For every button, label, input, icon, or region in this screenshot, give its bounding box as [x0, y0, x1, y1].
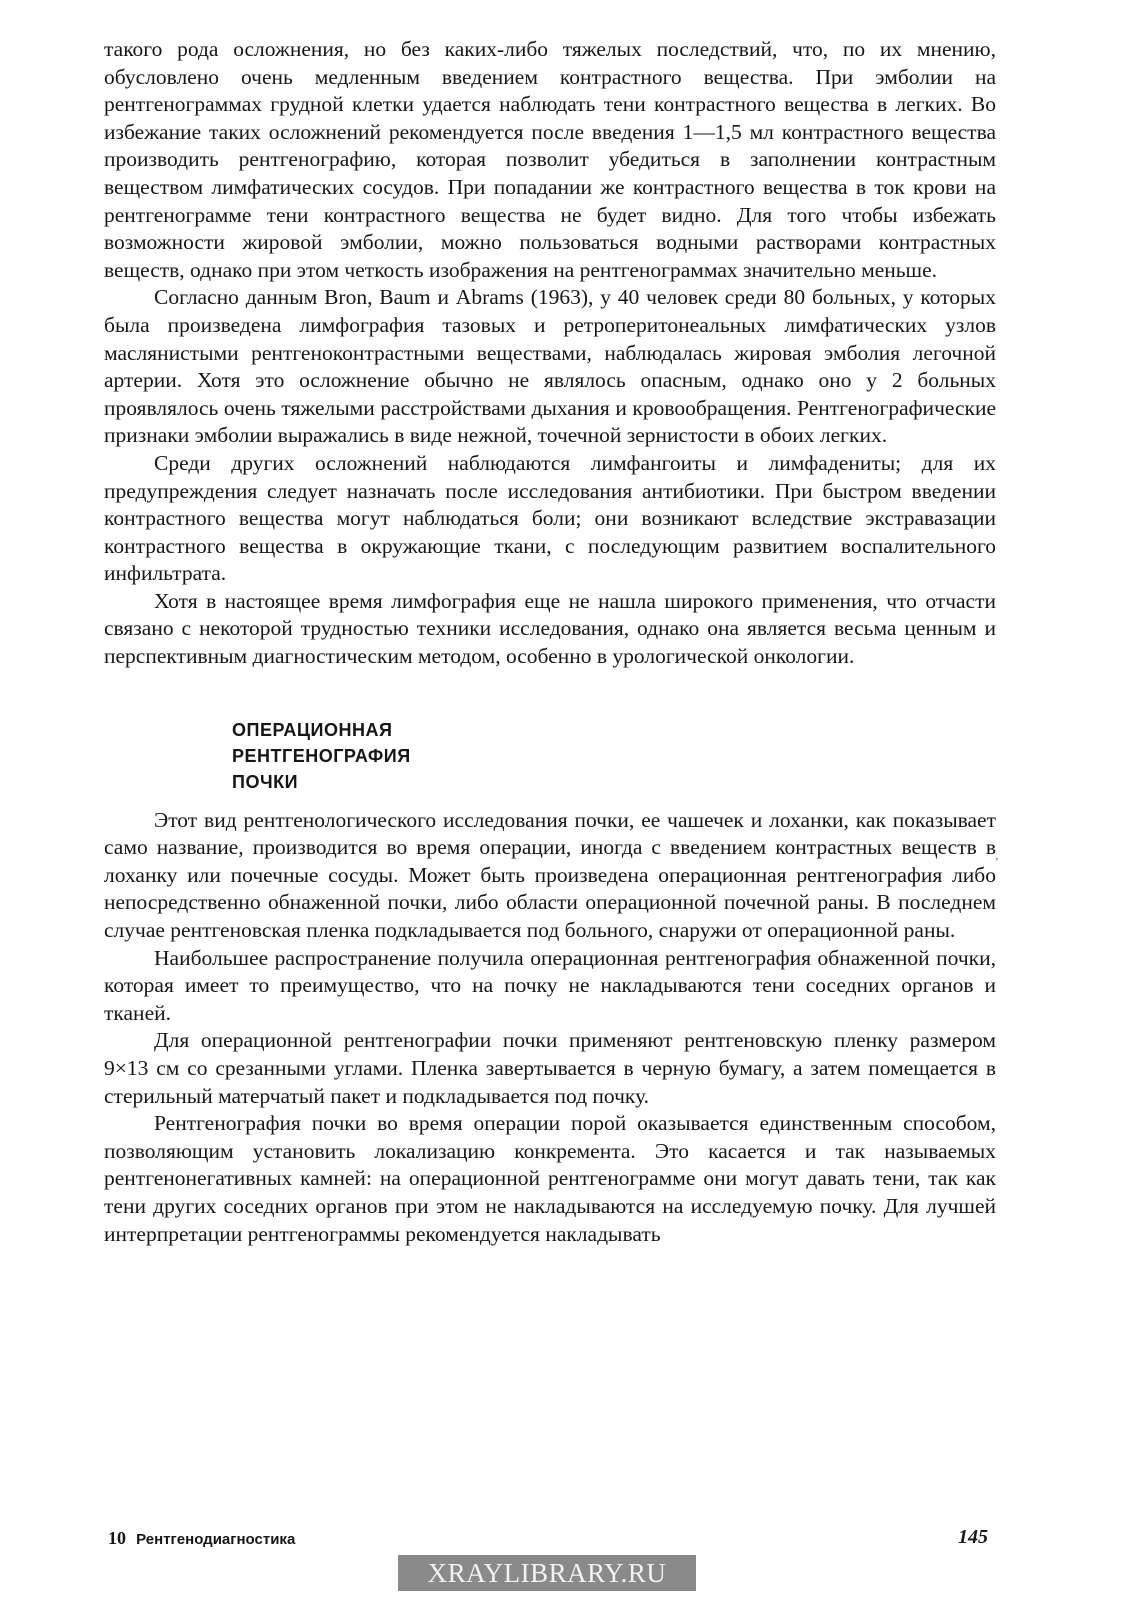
section-heading [232, 717, 996, 795]
footer-signature [108, 1528, 295, 1549]
paragraph-continuation: такого рода осложнения, но без каких-либо тяжелых последствий, что, по их мнению, обусловлено очень медленным введением контрастного вещества. При эмболии на рентгенограммах грудной клетки удается наблюдать тени контрастного вещества в легких. Во избежание таких осложнений рекомендуется после введения 1—1,5 мл контрастного вещества производить рентгенографию, которая позволит убедиться в заполнении контрастным веществом лимфатических сосудов. При попадании же контрастного вещества в ток крови на рентгенограмме тени контрастного вещества не будет видно. Для того чтобы избежать возможности жировой эмболии, можно пользоваться водными растворами контрастных веществ, однако при этом четкость изображения на рентгенограммах значительно меньше. [104, 37, 996, 282]
paragraph-other-complications: Среди других осложнений наблюдаются лимфангоиты и лимфадениты; для их предупреждения следует назначать после исследования антибиотики. При быстром введении контрастного вещества могут наблюдаться боли; они возникают вследствие экстравазации контрастного вещества в окружающие ткани, с последующим развитием воспалительного инфильтрата. [104, 450, 996, 586]
paragraph-exposed-kidney: Наибольшее распространение получила операционная рентгенография обнаженной почки, которая имеет то преимущество, что на почку не накладываются тени соседних органов и тканей. [104, 945, 996, 1025]
signature-number: 10 [108, 1528, 126, 1548]
paragraph-calculus-localization: Рентгенография почки во время операции порой оказывается единственным способом, позволяющим установить локализацию конкремента. Это касается и так называемых рентгенонегативных камней: на операционной рентгенограмме они могут давать тени, так как тени других соседних органов при этом не накладываются на исследуемую почку. Для лучшей интерпретации рентгенограммы рекомендуется накладывать [104, 1111, 996, 1246]
page-number: 145 [958, 1526, 988, 1548]
paragraph-operative-intro: Этот вид рентгенологического исследования почки, ее чашечек и лоханки, как показывает само название, производится во время операции, иногда с введением контрастных веществ в лоханку или почечные сосуды. Может быть произведена операционная рентгенография либо непосредственно обнаженной почки, либо области операционной почечной раны. В последнем случае рентгеновская пленка подкладывается под больного, снаружи от операционной раны. [104, 807, 996, 943]
section-heading-line: РЕНТГЕНОГРАФИЯ [232, 745, 411, 766]
paragraph-bron-baum-abrams: Согласно данным Bron, Baum и Abrams (1963), у 40 человек среди 80 больных, у которых была произведена лимфография тазовых и ретроперитонеальных лимфатических узлов маслянистыми рентгеноконтрастными веществами, наблюдалась жировая эмболия легочной артерии. Хотя это осложнение обычно не являлось опасным, однако оно у 2 больных проявлялось очень тяжелыми расстройствами дыхания и кровообращения. Рентгенографические признаки эмболии выражались в виде нежной, точечной зернистости в обоих легких. [104, 285, 996, 448]
section-heading-line: ПОЧКИ [232, 771, 299, 792]
print-speck: ’ [995, 856, 999, 868]
paragraph-film-size: Для операционной рентгенографии почки применяют рентгеновскую пленку размером 9×13 см со срезанными углами. Пленка завертывается в черную бумагу, а затем помещается в стерильный матерчатый пакет и подкладывается под почку. [104, 1028, 996, 1108]
section-heading-line: ОПЕРАЦИОННАЯ [232, 719, 393, 740]
paragraph-lymphography-summary: Хотя в настоящее время лимфография еще не нашла широкого применения, что отчасти связано с некоторой трудностью техники исследования, однако она является весьма ценным и перспективным диагностическим методом, особенно в урологической онкологии. [104, 588, 996, 669]
watermark-banner: XRAYLIBRARY.RU [398, 1555, 696, 1591]
signature-title: Рентгенодиагностика [136, 1531, 296, 1548]
page-body [104, 36, 996, 1248]
